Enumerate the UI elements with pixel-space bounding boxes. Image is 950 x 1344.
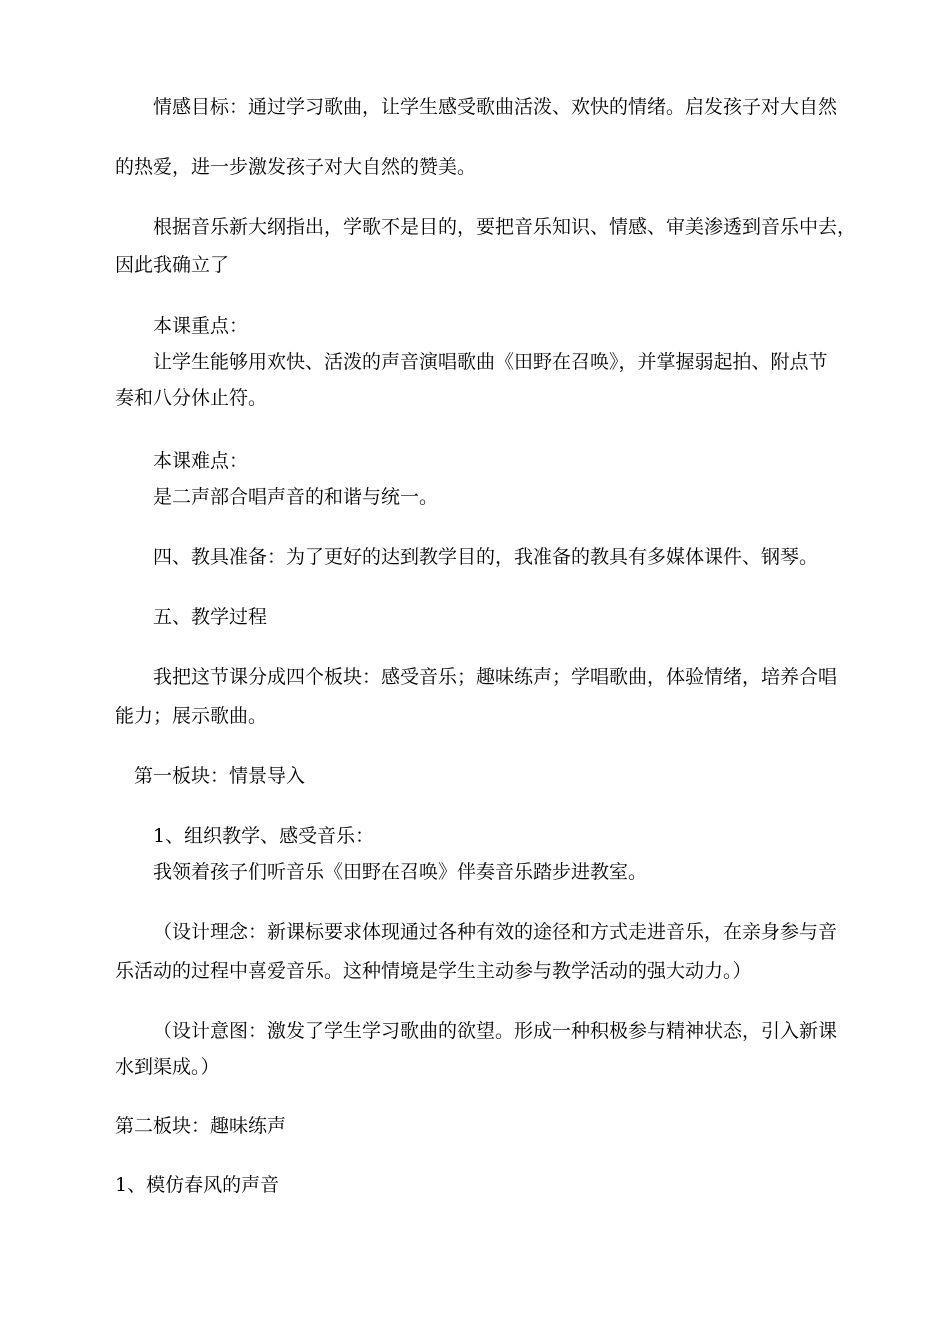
key-points-heading: 本课重点： xyxy=(153,315,249,337)
design-intent-line-1: （设计意图：激发了学生学习歌曲的欲望。形成一种积极参与精神状态，引入新课 xyxy=(153,1020,838,1042)
item-1-line-1: 我领着孩子们听音乐《田野在召唤》伴奏音乐踏步进教室。 xyxy=(153,861,648,883)
difficulty-heading: 本课难点： xyxy=(153,450,249,472)
plan-paragraph-line-1: 我把这节课分成四个板块：感受音乐；趣味练声；学唱歌曲，体验情绪，培养合唱 xyxy=(153,666,838,688)
block-1-heading: 第一板块：情景导入 xyxy=(134,765,306,787)
key-points-line-2: 奏和八分休止符。 xyxy=(115,387,268,409)
key-points-line-1: 让学生能够用欢快、活泼的声音演唱歌曲《田野在召唤》，并掌握弱起拍、附点节 xyxy=(153,351,828,373)
design-concept-line-2: 乐活动的过程中喜爱音乐。这种情境是学生主动参与教学活动的强大动力。） xyxy=(115,960,752,982)
item-1-heading: 1、组织教学、感受音乐： xyxy=(153,825,375,847)
goal-paragraph-line-2: 的热爱，进一步激发孩子对大自然的赞美。 xyxy=(115,156,477,178)
block-2-heading: 第二板块：趣味练声 xyxy=(115,1115,287,1137)
section-teaching-process: 五、教学过程 xyxy=(153,606,268,628)
syllabus-paragraph-line-1: 根据音乐新大纲指出，学歌不是目的，要把音乐知识、情感、审美渗透到音乐中去， xyxy=(153,216,857,238)
syllabus-paragraph-line-2: 因此我确立了 xyxy=(115,254,230,276)
goal-paragraph-line-1: 情感目标：通过学习歌曲，让学生感受歌曲活泼、欢快的情绪。启发孩子对大自然 xyxy=(153,96,838,118)
design-concept-line-1: （设计理念：新课标要求体现通过各种有效的途径和方式走进音乐，在亲身参与音 xyxy=(153,921,838,943)
design-intent-line-2: 水到渠成。） xyxy=(115,1056,220,1078)
section-teaching-aids: 四、教具准备：为了更好的达到教学目的，我准备的教具有多媒体课件、钢琴。 xyxy=(153,546,819,568)
block-2-item-1: 1、模仿春风的声音 xyxy=(115,1174,280,1196)
difficulty-line-1: 是二声部合唱声音的和谐与统一。 xyxy=(153,486,439,508)
plan-paragraph-line-2: 能力；展示歌曲。 xyxy=(115,705,268,727)
